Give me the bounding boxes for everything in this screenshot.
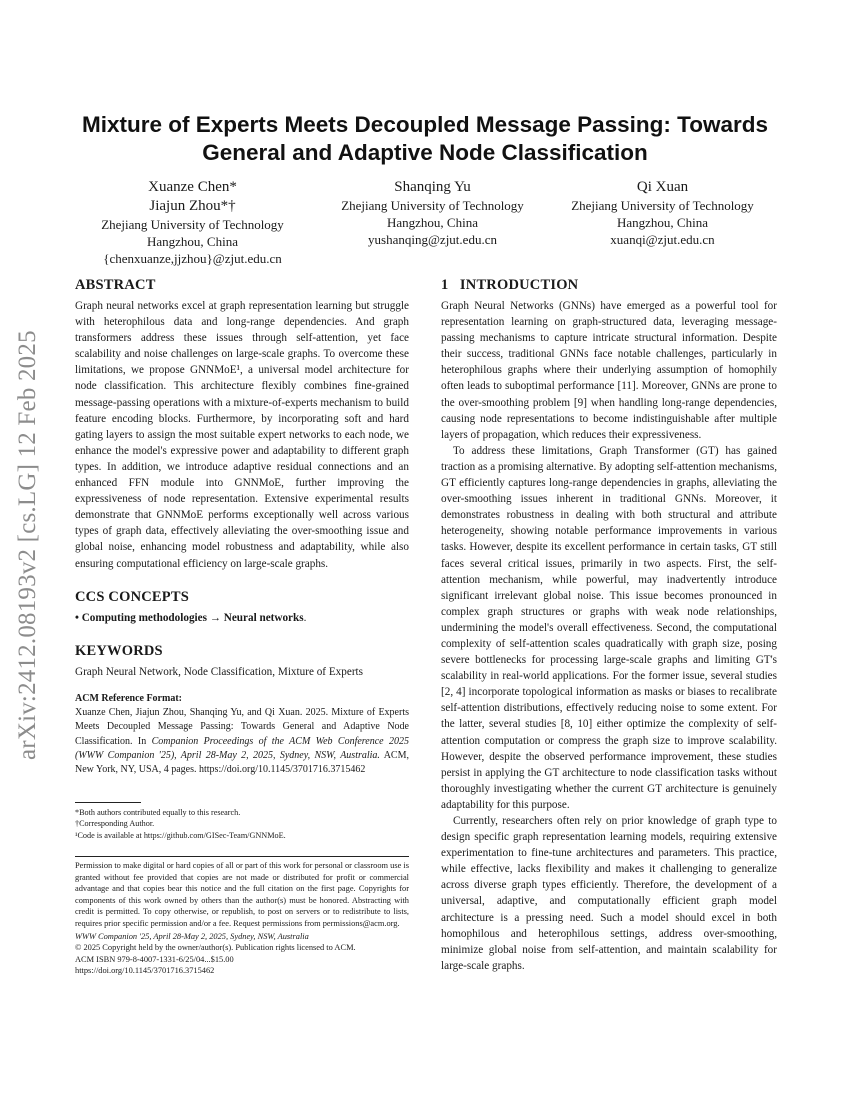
acm-ref-doi: ACM, New York, NY, USA, 4 pages. https://doi.org/10.1145/3701716.3715462: [75, 749, 409, 776]
paper-title: Mixture of Experts Meets Decoupled Message Passing: Towards General and Adaptive Node Classification: [81, 112, 769, 165]
intro-paragraph: Currently, researchers often rely on prior knowledge of graph type to design specific graph representation learning models, requiring extensive experimentation to fine-tune architectures and parameters. This practice, while effective, lacks flexibility and makes it challenging to generalize across diverse graph types efficiently. Therefore, the development of a universal, adaptive, and computationally efficient graph model architecture is a pressing need. Such a model should excel in both homophilous and heterophilous settings, address over-smoothing, minimize global noise from self-attention, and maintain scalability for large-scale graphs.: [441, 815, 777, 972]
ccs-heading: CCS CONCEPTS: [75, 588, 189, 605]
footnote: ¹Code is available at https://github.com/GISec-Team/GNNMoE.: [75, 830, 286, 840]
abstract-text: Graph neural networks excel at graph representation learning but struggle with heterophilous data and long-range dependencies. And graph transformers address these issues through self-attention, yet face scalability and noise challenges on large-scale graphs. To overcome these limitations, we propose GNNMoE¹, a universal model architecture for node classification. This architecture flexibly combines fine-grained message-passing operations with a mixture-of-experts mechanism to build feature encoding blocks. Furthermore, by incorporating soft and hard gating layers to assign the most suitable expert networks to each node, we enhance the model's expressive power and adaptability to different graph types. In addition, we introduce adaptive residual connections and an enhanced FFN module into GNNMoE, further improving the expressiveness of node representation. Extensive experimental results demonstrate that GNNMoE performs exceptionally well across various types of graph data, effectively alleviating the over-smoothing issue and global noise, enhancing model robustness and adaptability, while also ensuring computational efficiency on large-scale graphs.: [75, 300, 409, 570]
author-location: Hangzhou, China: [617, 215, 708, 230]
permission-divider: [75, 856, 409, 857]
author-name: Jiajun Zhou*†: [149, 198, 236, 214]
right-column: [441, 276, 777, 974]
intro-paragraph: Graph Neural Networks (GNNs) have emerged as a powerful tool for representation learning on graph-structured data, leveraging message-passing mechanisms to capture intricate structural information. Despite their success, traditional GNNs face notable challenges, particularly in heterophilous graphs where their underlying assumption of homophily often leads to suboptimal performance [11]. Moreover, GNNs are prone to the over-smoothing problem [9] when handling long-range dependencies, causing node representations to become indistinguishable after multiple layers of propagation, which reduces their expressiveness.: [441, 300, 777, 441]
author-name: Shanqing Yu: [394, 179, 471, 195]
author-email: yushanqing@zjut.edu.cn: [368, 232, 497, 247]
author-name: Qi Xuan: [636, 179, 689, 195]
permission-copyright: © 2025 Copyright held by the owner/author(s). Publication rights licensed to ACM.: [75, 943, 356, 953]
acm-ref-venue: Companion Proceedings of the ACM Web Conference 2025 (WWW Companion '25), April 28-May 2, 2025, Sydney, NSW, Australia.: [75, 735, 409, 761]
permission-text: Permission to make digital or hard copies of all or part of this work for personal or classroom use is granted without fee provided that copies are not made or distributed for profit or commercial advantage and that copies bear this notice and the full citation on the first page. Copyrights for components of this work owned by others than the author(s) must be honored. Abstracting with credit is permitted. To copy otherwise, or republish, to post on servers or to redistribute to lists, requires prior specific permission and/or a fee. Request permissions from permissions@acm.org.: [75, 861, 409, 928]
author-affiliation: Zhejiang University of Technology: [101, 217, 284, 232]
author-group-2: [310, 178, 555, 248]
acm-ref-plain: Xuanze Chen, Jiajun Zhou, Shanqing Yu, and Qi Xuan. 2025. Mixture of Experts Meets Decoupled Message Passing: Towards General and Adaptive Node Classification. In: [75, 706, 409, 747]
intro-paragraph: To address these limitations, Graph Transformer (GT) has gained traction as a promising alternative. By adopting self-attention mechanisms, GT efficiently captures long-range dependencies in graphs, alleviating the over-smoothing issues inherent in traditional GNNs. Moreover, it demonstrates robustness in dealing with both structural and attribute heterogeneity, showing notable performance improvements in various tasks. However, despite its excellent performance in certain tasks, GT still faces several critical issues, primarily in two aspects. First, the self-attention mechanism, while powerful, may inadvertently introduce significant irrelevant global noise. This issue becomes pronounced in complex graph structures or graphs with weak node relationships, undermining the model's overall effectiveness. Second, the computational complexity of self-attention scales quadratically with graph size, posing severe bottlenecks for processing large-scale graphs and limiting GT's scalability in real-world applications. For the former issue, several studies [2, 4] incorporate topological information as masks or biases to recalibrate self-attention distributions, effectively reducing noise to some extent. For the latter, several studies [8, 10] either optimize the complexity of self-attention computation or compress the graph size to improve scalability. However, despite the observed performance improvement, these studies persist in applying the GT architecture to node classification tasks without thoroughly investigating whether the current GT architecture is genuinely adaptability for this purpose.: [441, 444, 777, 811]
ccs-item: [75, 610, 409, 626]
abstract-heading: ABSTRACT: [75, 277, 156, 293]
author-affiliation: Zhejiang University of Technology: [571, 198, 754, 213]
acm-reference-heading: ACM Reference Format:: [75, 692, 182, 704]
keywords-heading: KEYWORDS: [75, 642, 163, 659]
author-email: {chenxuanze,jjzhou}@zjut.edu.cn: [103, 251, 282, 266]
footnote: *Both authors contributed equally to this research.: [75, 807, 241, 817]
introduction-heading: 1 INTRODUCTION: [441, 277, 579, 293]
author-name: Xuanze Chen*: [148, 179, 237, 195]
acm-reference-text: [75, 706, 409, 778]
ccs-item-text: • Computing methodologies → Neural networks: [75, 611, 304, 624]
permission-venue: WWW Companion '25, April 28-May 2, 2025, Sydney, NSW, Australia: [75, 931, 309, 941]
keywords-text: Graph Neural Network, Node Classification, Mixture of Experts: [75, 665, 364, 678]
ccs-item-end: .: [303, 611, 307, 624]
footnote-divider: [75, 802, 141, 803]
author-email: xuanqi@zjut.edu.cn: [610, 232, 715, 247]
permission-doi: https://doi.org/10.1145/3701716.3715462: [75, 966, 215, 976]
permission-block: [75, 856, 409, 977]
footnote: †Corresponding Author.: [75, 819, 155, 829]
author-group-3: [540, 178, 785, 248]
left-column: [75, 276, 409, 841]
arxiv-watermark: arXiv:2412.08193v2 [cs.LG] 12 Feb 2025: [14, 330, 41, 760]
author-location: Hangzhou, China: [147, 234, 238, 249]
author-affiliation: Zhejiang University of Technology: [341, 198, 524, 213]
author-group-1: [70, 178, 315, 267]
permission-isbn: ACM ISBN 979-8-4007-1331-6/25/04...$15.00: [75, 954, 234, 964]
author-location: Hangzhou, China: [387, 215, 478, 230]
